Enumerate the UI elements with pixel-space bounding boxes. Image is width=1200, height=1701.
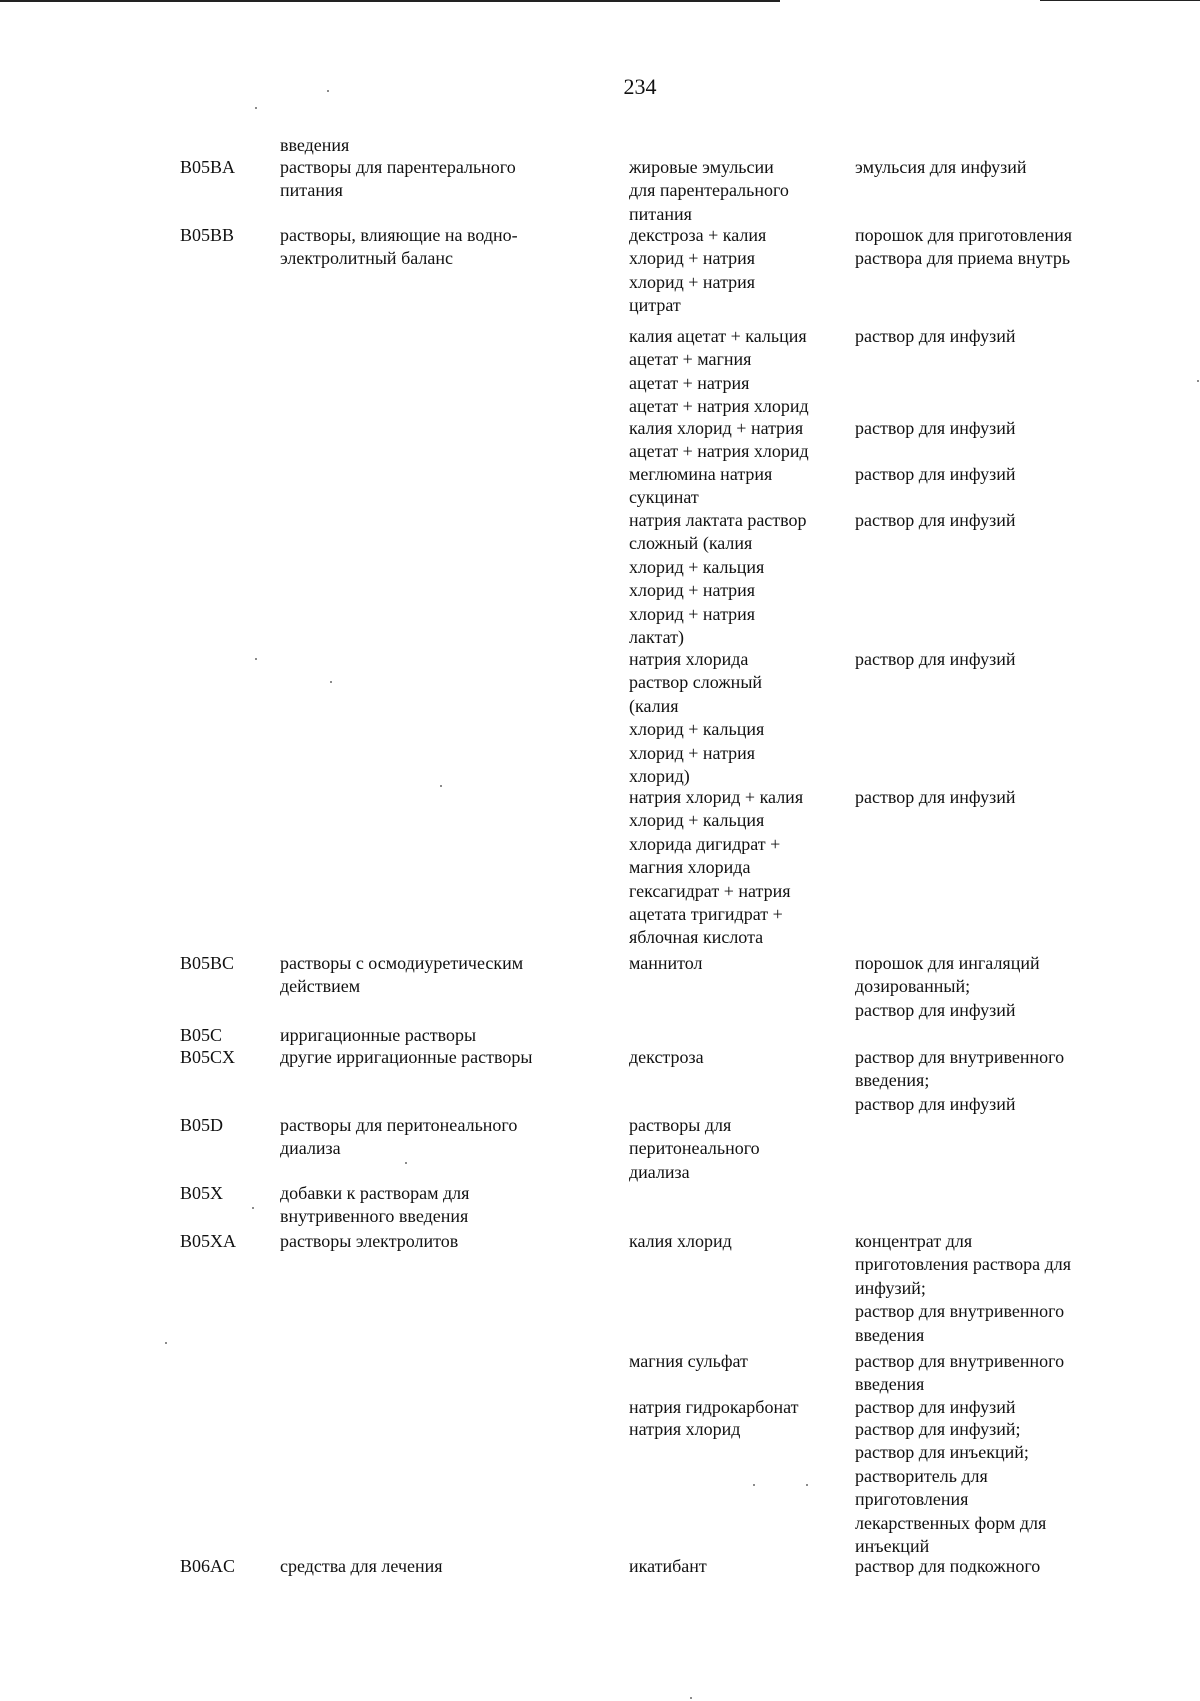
scan-edge-line-right [1040, 0, 1200, 1]
scan-speck [440, 785, 442, 787]
cell-code: B05BA [180, 157, 236, 177]
scan-speck [165, 1342, 167, 1344]
scan-speck [806, 1484, 808, 1486]
scan-edge-line [0, 0, 780, 2]
cell-drug: натрия гидрокарбонат [629, 1397, 799, 1417]
cell-form: раствор для подкожного [855, 1556, 1041, 1576]
cell-code: B05XA [180, 1231, 237, 1251]
cell-drug: икатибант [629, 1556, 707, 1576]
cell-drug: натрия хлорид [629, 1419, 741, 1439]
cell-name: средства для лечения [280, 1556, 443, 1576]
cell-name: растворы с осмодиуретическим действием [280, 953, 524, 997]
cell-drug: декстроза + калия хлорид + натрия хлорид + натрия цитрат [629, 225, 767, 316]
cell-form: раствор для инфузий; раствор для инъекций; растворитель для приготовления лекарственных форм для инъекций [855, 1419, 1047, 1557]
cell-code: B05C [180, 1025, 223, 1045]
cell-code: B05X [180, 1183, 224, 1203]
scan-speck [330, 681, 332, 683]
cell-name: другие ирригационные растворы [280, 1047, 533, 1067]
cell-drug: натрия хлорида раствор сложный (калия хлорид + кальция хлорид + натрия хлорид) [629, 649, 765, 787]
cell-form: раствор для инфузий [855, 510, 1016, 530]
cell-form: эмульсия для инфузий [855, 157, 1027, 177]
page-number: 234 [623, 74, 657, 99]
scan-speck [255, 658, 257, 660]
cell-name: введения [280, 135, 350, 155]
cell-form: раствор для внутривенного введения; раствор для инфузий [855, 1047, 1065, 1114]
cell-form: раствор для инфузий [855, 326, 1016, 346]
cell-form: раствор для инфузий [855, 787, 1016, 807]
cell-drug: жировые эмульсии для парентерального питания [629, 157, 789, 224]
cell-name: растворы для парентерального питания [280, 157, 516, 201]
cell-code: B05BC [180, 953, 235, 973]
cell-name: растворы для перитонеального диализа [280, 1115, 518, 1159]
cell-drug: калия ацетат + кальция ацетат + магния ацетат + натрия ацетат + натрия хлорид [629, 326, 809, 417]
cell-form: раствор для инфузий [855, 649, 1016, 669]
cell-drug: калия хлорид + натрия ацетат + натрия хлорид [629, 418, 809, 462]
cell-form: раствор для инфузий [855, 1397, 1016, 1417]
scan-speck [255, 107, 257, 109]
cell-drug: маннитол [629, 953, 703, 973]
cell-drug: растворы для перитонеального диализа [629, 1115, 760, 1182]
cell-code: B06AC [180, 1556, 236, 1576]
cell-drug: калия хлорид [629, 1231, 732, 1251]
scan-speck [753, 1484, 755, 1486]
scan-speck [252, 1207, 254, 1209]
cell-form: раствор для внутривенного введения [855, 1351, 1065, 1395]
cell-form: концентрат для приготовления раствора для инфузий; раствор для внутривенного введения [855, 1231, 1071, 1345]
scan-speck [405, 1162, 407, 1164]
cell-name: растворы, влияющие на водно- электролитный баланс [280, 225, 518, 269]
scan-speck [690, 1697, 692, 1699]
cell-code: B05CX [180, 1047, 236, 1067]
cell-code: B05D [180, 1115, 224, 1135]
cell-drug: декстроза [629, 1047, 704, 1067]
cell-drug: натрия хлорид + калия хлорид + кальция хлорида дигидрат + магния хлорида гексагидрат + натрия ацетата тригидрат + яблочная кислота [629, 787, 804, 948]
scan-speck [1197, 380, 1199, 382]
cell-code: B05BB [180, 225, 235, 245]
cell-drug: меглюмина натрия сукцинат [629, 464, 773, 508]
scan-speck [327, 90, 329, 92]
cell-form: раствор для инфузий [855, 418, 1016, 438]
cell-form: раствор для инфузий [855, 464, 1016, 484]
cell-name: растворы электролитов [280, 1231, 459, 1251]
cell-form: порошок для ингаляций дозированный; раствор для инфузий [855, 953, 1040, 1020]
cell-name: ирригационные растворы [280, 1025, 477, 1045]
cell-drug: магния сульфат [629, 1351, 748, 1371]
cell-name: добавки к растворам для внутривенного введения [280, 1183, 470, 1227]
cell-drug: натрия лактата раствор сложный (калия хлорид + кальция хлорид + натрия хлорид + натрия лактат) [629, 510, 807, 648]
cell-form: порошок для приготовления раствора для приема внутрь [855, 225, 1073, 269]
